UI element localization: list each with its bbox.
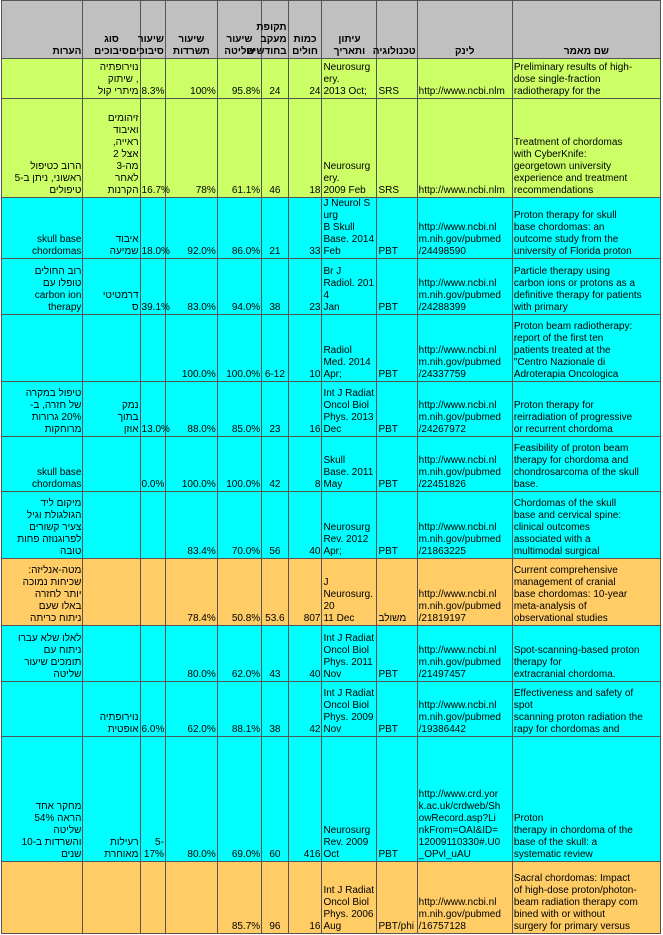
header-link[interactable]: לינק (417, 1, 512, 59)
cell-link[interactable]: http://www.crd.yor k.ac.uk/crdweb/Sh owRecord.asp?Li nkFrom=OAI&ID= 12009110330#.U0 _OPvl_uAU (417, 737, 512, 862)
header-control-rate[interactable]: שיעור שליטה (217, 1, 261, 59)
cell-complication-type[interactable] (83, 559, 140, 626)
cell-survival-rate[interactable] (165, 862, 217, 934)
cell-followup[interactable]: 56 (262, 492, 288, 559)
table-row (2, 492, 661, 559)
cell-survival-rate[interactable]: 100.0% (165, 437, 217, 492)
cell-followup[interactable]: 38 (262, 682, 288, 737)
cell-control-rate[interactable]: 94.0% (217, 259, 261, 315)
cell-control-rate[interactable]: 69.0% (217, 737, 261, 862)
cell-title[interactable]: Particle therapy using carbon ions or protons as a definitive therapy for patients with primary (512, 259, 660, 315)
cell-complication-rate[interactable] (140, 862, 165, 934)
cell-control-rate[interactable]: 61.1% (217, 99, 261, 198)
cell-complication-rate[interactable]: 39.1% (140, 259, 165, 315)
cell-complication-rate[interactable]: 5-17% (140, 737, 165, 862)
cell-patients[interactable]: 42 (288, 682, 322, 737)
cell-link[interactable]: http://www.ncbi.nl m.nih.gov/pubmed /24267972 (417, 382, 512, 437)
cell-survival-rate[interactable]: 100% (165, 59, 217, 99)
cell-survival-rate[interactable]: 62.0% (165, 682, 217, 737)
cell-title[interactable]: Spot-scanning-based proton therapy for extracranial chordoma. (512, 626, 660, 682)
cell-followup[interactable]: 53.6 (262, 559, 288, 626)
cell-complication-rate[interactable]: 0.0% (140, 437, 165, 492)
table-body (2, 59, 661, 934)
cell-followup[interactable]: 60 (262, 737, 288, 862)
cell-control-rate[interactable]: 62.0% (217, 626, 261, 682)
table-row (2, 382, 661, 437)
cell-journal-date[interactable]: J Neurol Surg B Skull Base. 2014 Feb (322, 198, 377, 259)
cell-survival-rate[interactable]: 80.0% (165, 737, 217, 862)
cell-title[interactable]: Treatment of chordomas with CyberKnife: georgetown university experience and treatment recommendations (512, 99, 660, 198)
cell-control-rate[interactable]: 85.7% (217, 862, 261, 934)
table-row (2, 559, 661, 626)
cell-control-rate[interactable]: 85.0% (217, 382, 261, 437)
cell-survival-rate[interactable]: 80.0% (165, 626, 217, 682)
cell-notes[interactable]: רוב החולים טופלו עם carbon ion therapy (2, 259, 83, 315)
cell-patients[interactable]: 23 (288, 259, 322, 315)
cell-followup[interactable]: 38 (262, 259, 288, 315)
cell-complication-rate[interactable] (140, 315, 165, 382)
cell-title[interactable]: Preliminary results of high- dose single-fraction radiotherapy for the (512, 59, 660, 99)
cell-patients[interactable]: 33 (288, 198, 322, 259)
cell-patients[interactable]: 807 (288, 559, 322, 626)
cell-control-rate[interactable]: 70.0% (217, 492, 261, 559)
cell-control-rate[interactable]: 100.0% (217, 437, 261, 492)
cell-technology[interactable]: PBT (377, 737, 417, 862)
cell-complication-type[interactable] (83, 862, 140, 934)
header-followup[interactable]: תקופת מעקב בחודשים (262, 1, 288, 59)
cell-followup[interactable]: 43 (262, 626, 288, 682)
header-journal-date[interactable]: עיתון ותאריך (322, 1, 377, 59)
cell-followup[interactable]: 42 (262, 437, 288, 492)
table-row (2, 59, 661, 99)
cell-survival-rate[interactable]: 83.0% (165, 259, 217, 315)
header-title[interactable]: שם מאמר (512, 1, 660, 59)
cell-journal-date[interactable]: Br J Radiol. 2014 Jan (322, 259, 377, 315)
cell-notes[interactable]: מחקר אחד הראה 54% שליטה והשרדות ב-10 שנים (2, 737, 83, 862)
header-technology[interactable]: טכנולוגיה (377, 1, 417, 59)
cell-patients[interactable]: 8 (288, 437, 322, 492)
cell-journal-date[interactable]: Neurosurg Rev. 2009 Oct (322, 737, 377, 862)
cell-title[interactable]: Feasibility of proton beam therapy for chordoma and chondrosarcoma of the skull base. (512, 437, 660, 492)
cell-survival-rate[interactable]: 88.0% (165, 382, 217, 437)
cell-journal-date[interactable]: Neurosurg Rev. 2012 Apr; (322, 492, 377, 559)
table-row (2, 737, 661, 862)
cell-control-rate[interactable]: 88.1% (217, 682, 261, 737)
cell-notes[interactable]: skull base chordomas (2, 437, 83, 492)
table-row (2, 259, 661, 315)
cell-complication-type[interactable] (83, 626, 140, 682)
cell-control-rate[interactable]: 95.8% (217, 59, 261, 99)
cell-link[interactable]: http://www.ncbi.nlm (417, 99, 512, 198)
cell-notes[interactable]: טיפול במקרה של חזרה, ב- 20% גרורות מרוחקות (2, 382, 83, 437)
table-row (2, 315, 661, 382)
cell-patients[interactable]: 416 (288, 737, 322, 862)
cell-complication-type[interactable]: זיהומים ואיבוד ראייה, אצל 2 מה-3 לאחר הקרנות (83, 99, 140, 198)
cell-link[interactable]: http://www.ncbi.nl m.nih.gov/pubmed /19386442 (417, 682, 512, 737)
cell-control-rate[interactable]: 50.8% (217, 559, 261, 626)
cell-technology[interactable]: SRS (377, 59, 417, 99)
cell-journal-date[interactable]: Int J Radiat Oncol Biol Phys. 2011 Nov (322, 626, 377, 682)
cell-journal-date[interactable]: Int J Radiat Oncol Biol Phys. 2009 Nov (322, 682, 377, 737)
cell-notes[interactable] (2, 682, 83, 737)
cell-complication-type[interactable]: נוירופתיה , שיתוק מיתרי קול (83, 59, 140, 99)
cell-complication-type[interactable]: דרמטיטי ס (83, 259, 140, 315)
cell-survival-rate[interactable]: 100.0% (165, 315, 217, 382)
cell-survival-rate[interactable]: 78% (165, 99, 217, 198)
header-patients[interactable]: כמות חולים (288, 1, 322, 59)
cell-link[interactable]: http://www.ncbi.nl m.nih.gov/pubmed /24288399 (417, 259, 512, 315)
cell-journal-date[interactable]: Int J Radiat Oncol Biol Phys. 2006 Aug (322, 862, 377, 934)
cell-control-rate[interactable]: 86.0% (217, 198, 261, 259)
cell-technology[interactable]: משולב (377, 559, 417, 626)
cell-complication-rate[interactable]: 6.0% (140, 682, 165, 737)
header-complication-type[interactable]: סוג סיבוכים (83, 1, 140, 59)
cell-complication-type[interactable]: נמק בתוך אוזן (83, 382, 140, 437)
cell-notes[interactable] (2, 315, 83, 382)
cell-complication-rate[interactable]: 16.7% (140, 99, 165, 198)
header-survival-rate[interactable]: שיעור תשרדות (165, 1, 217, 59)
table-row (2, 682, 661, 737)
cell-complication-rate[interactable] (140, 559, 165, 626)
cell-title[interactable]: Proton therapy for reirradiation of progressive or recurrent chordoma (512, 382, 660, 437)
cell-title[interactable]: Sacral chordomas: Impact of high-dose proton/photon- beam radiation therapy com bined with or without surgery for primary versus (512, 862, 660, 934)
cell-patients[interactable]: 40 (288, 492, 322, 559)
cell-notes[interactable]: מטה-אנליזה: שכיחות נמוכה יותר לחזרה באלו שעם ניתוח כריתה (2, 559, 83, 626)
cell-followup[interactable]: 24 (262, 59, 288, 99)
cell-complication-rate[interactable]: 18.0% (140, 198, 165, 259)
cell-technology[interactable]: PBT (377, 259, 417, 315)
cell-technology[interactable]: PBT (377, 682, 417, 737)
cell-link[interactable]: http://www.ncbi.nl m.nih.gov/pubmed /21863225 (417, 492, 512, 559)
cell-complication-type[interactable] (83, 437, 140, 492)
cell-title[interactable]: Proton beam radiotherapy: report of the first ten patients treated at the "Centro Nazionale di Adroterapia Oncologica (512, 315, 660, 382)
cell-complication-rate[interactable]: 13.0% (140, 382, 165, 437)
cell-technology[interactable]: PBT (377, 382, 417, 437)
header-notes[interactable]: הערות (2, 1, 83, 59)
cell-journal-date[interactable]: Neurosurgery. 2013 Oct; (322, 59, 377, 99)
cell-technology[interactable]: SRS (377, 99, 417, 198)
cell-notes[interactable]: לאלו שלא עברו ניתוח עם תומכים שיעור שליטה (2, 626, 83, 682)
table-row (2, 198, 661, 259)
header-complication-rate[interactable]: שיעור סיבוכים (140, 1, 165, 59)
cell-complication-type[interactable]: איבוד שמיעה (83, 198, 140, 259)
cell-followup[interactable]: 46 (262, 99, 288, 198)
cell-notes[interactable]: skull base chordomas (2, 198, 83, 259)
cell-notes[interactable]: מיקום ליד הגולגולת וגיל צעיר קשורים לפרוגנוזה פחות טובה (2, 492, 83, 559)
header-row (2, 1, 661, 59)
cell-followup[interactable]: 23 (262, 382, 288, 437)
cell-technology[interactable]: PBT (377, 437, 417, 492)
cell-patients[interactable]: 16 (288, 862, 322, 934)
cell-followup[interactable]: 6-12 (262, 315, 288, 382)
cell-complication-type[interactable] (83, 492, 140, 559)
cell-title[interactable]: Current comprehensive management of cranial base chordomas: 10-year meta-analysis of observational studies (512, 559, 660, 626)
cell-link[interactable]: http://www.ncbi.nl m.nih.gov/pubmed /24498590 (417, 198, 512, 259)
cell-title[interactable]: Effectiveness and safety of spot scanning proton radiation the rapy for chordomas and (512, 682, 660, 737)
cell-survival-rate[interactable]: 83.4% (165, 492, 217, 559)
table-row (2, 437, 661, 492)
table-row (2, 99, 661, 198)
cell-survival-rate[interactable]: 78.4% (165, 559, 217, 626)
cell-technology[interactable]: PBT (377, 198, 417, 259)
cell-technology[interactable]: PBT/phi (377, 862, 417, 934)
cell-journal-date[interactable]: J Neurosurg. 20 11 Dec (322, 559, 377, 626)
studies-table (1, 0, 661, 934)
cell-notes[interactable] (2, 59, 83, 99)
cell-technology[interactable]: PBT (377, 315, 417, 382)
cell-notes[interactable] (2, 862, 83, 934)
cell-complication-rate[interactable]: 8.3% (140, 59, 165, 99)
cell-patients[interactable]: 24 (288, 59, 322, 99)
cell-followup[interactable]: 96 (262, 862, 288, 934)
cell-followup[interactable]: 21 (262, 198, 288, 259)
cell-link[interactable]: http://www.ncbi.nl m.nih.gov/pubmed /24337759 (417, 315, 512, 382)
cell-patients[interactable]: 40 (288, 626, 322, 682)
cell-link[interactable]: http://www.ncbi.nl m.nih.gov/pubmed /16757128 (417, 862, 512, 934)
table-row (2, 862, 661, 934)
cell-patients[interactable]: 10 (288, 315, 322, 382)
cell-control-rate[interactable]: 100.0% (217, 315, 261, 382)
cell-link[interactable]: http://www.ncbi.nlm (417, 59, 512, 99)
cell-technology[interactable]: PBT (377, 492, 417, 559)
cell-link[interactable]: http://www.ncbi.nl m.nih.gov/pubmed /21497457 (417, 626, 512, 682)
cell-journal-date[interactable]: Skull Base. 2011 May (322, 437, 377, 492)
cell-title[interactable]: Chordomas of the skull base and cervical spine: clinical outcomes associated with a multimodal surgical (512, 492, 660, 559)
cell-patients[interactable]: 18 (288, 99, 322, 198)
cell-complication-type[interactable] (83, 315, 140, 382)
cell-patients[interactable]: 16 (288, 382, 322, 437)
cell-journal-date[interactable]: Neurosurgery. 2009 Feb (322, 99, 377, 198)
cell-complication-rate[interactable] (140, 492, 165, 559)
cell-complication-type[interactable]: נוירופתיה אופטית (83, 682, 140, 737)
cell-technology[interactable]: PBT (377, 626, 417, 682)
cell-link[interactable]: http://www.ncbi.nl m.nih.gov/pubmed /21819197 (417, 559, 512, 626)
table-row (2, 626, 661, 682)
cell-journal-date[interactable]: Int J Radiat Oncol Biol Phys. 2013 Dec (322, 382, 377, 437)
cell-title[interactable]: Proton therapy for skull base chordomas: an outcome study from the university of Florida proton (512, 198, 660, 259)
cell-complication-type[interactable]: רעילות מאוחרת (83, 737, 140, 862)
cell-link[interactable]: http://www.ncbi.nl m.nih.gov/pubmed /22451826 (417, 437, 512, 492)
cell-title[interactable]: Proton therapy in chordoma of the base of the skull: a systematic review (512, 737, 660, 862)
cell-notes[interactable]: הרוב כטיפול ראשוני, ניתן ב-5 טיפולים (2, 99, 83, 198)
cell-journal-date[interactable]: Radiol Med. 2014 Apr; (322, 315, 377, 382)
cell-complication-rate[interactable] (140, 626, 165, 682)
cell-survival-rate[interactable]: 92.0% (165, 198, 217, 259)
